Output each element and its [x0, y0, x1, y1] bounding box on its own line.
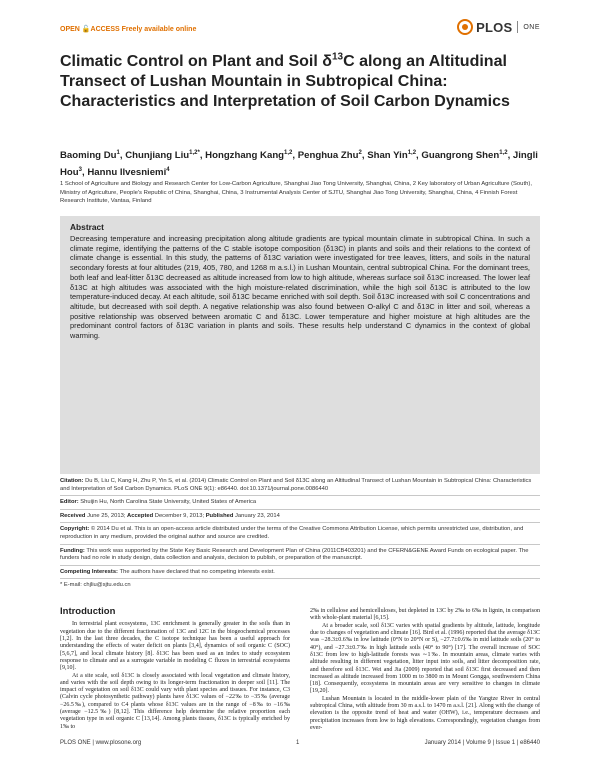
introduction-heading: Introduction	[60, 606, 116, 617]
open-access-banner	[60, 25, 196, 33]
author-name: Chunjiang Liu$^{1,2*}$	[125, 150, 200, 162]
body-column-right	[310, 608, 540, 732]
plos-wordmark: PLOS	[476, 19, 513, 35]
one-wordmark: ONE	[523, 23, 540, 31]
page-footer	[60, 740, 540, 750]
body-paragraph: 2‰ in cellulose and hemicelluloses, but depleted in 13C by 2‰ to 6‰ in lignin, in comparison with whole-plant material [6,15].	[310, 608, 540, 622]
funding: Funding: This work was supported by the State Key Basic Research and Development Plan of China (2011CB403201) and the CFERN&GENE Award Funds on ecological paper. The funders had no role in study design, data collection and analysis, decision to publish, or preparation of the manuscript.	[60, 548, 540, 566]
footer-issue-info: January 2014 | Volume 9 | Issue 1 | e86440	[424, 740, 540, 746]
author-affiliation-marker: 1,2	[407, 150, 417, 156]
plos-one-logo	[457, 19, 540, 35]
author-affiliation-marker: 1	[116, 150, 120, 156]
body-paragraph: In terrestrial plant ecosystems, 13C enrichment is generally greater in the soils than in vegetation due to the different fractionation of 13C and 12C in the biogeochemical processes [1,2]. In the last three decades, the C isotope technique has been a useful approach for understanding the effects of water deficit on plants [3,4], dynamics of soil organic C (SOC) [5,6,7], and local climate history [8]. δ13C has been used as an index to study ecosystem response to climate and as a surrogate variable in modeling C fluxes in terrestrial ecosystems [9,10].	[60, 621, 290, 672]
affiliations: 1 School of Agriculture and Biology and Research Center for Low-Carbon Agriculture, Shanghai Jiao Tong University, Shanghai, China, 2 Key laboratory of Urban Agriculture (South), Ministry of Agriculture, People's Republic of China, Shanghai, China, 3 Instrumental Analysis Center of SJTU, Shanghai Jiao Tong University, Shanghai, China, 4 Finnish Forest Research Institute, Vantaa, Finland	[60, 181, 532, 205]
author-affiliation-marker: 1,2*	[189, 150, 200, 156]
open-label: OPEN	[60, 26, 80, 33]
body-paragraph: At a site scale, soil δ13C is closely associated with local vegetation and climate history, and varies with the soil depth owing to its longer-term fractionation in deeper soil [11]. The impact of vegetation on soil δ13C could vary with plant species and tissues. For instance, C3 (Calvin cycle photosynthetic pathway) plants have δ13C values of −22‰ to −35‰ (average −26.5‰), compared to C4 plants whose δ13C values are in the range of −8‰ to −16‰ (average −12.5‰) [8,12]. This difference help determine the relative proportion each vegetation type in soil organic C [13,14]. Among plants tissues, δ13C is typically enriched by 1‰ to	[60, 672, 290, 730]
abstract-box	[60, 216, 540, 474]
footer-page-number: 1	[296, 740, 300, 746]
body-column-left	[60, 608, 290, 731]
article-title: Climatic Control on Plant and Soil $\delta^{13}C$ along an Altitudinal Transect of Lushan Mountain in Subtropical China: Characteristics and Interpretation of Soil Carbon Dynamics	[60, 51, 510, 110]
author-name: Shan Yin$^{1,2}$	[367, 150, 417, 162]
body-paragraph: Lushan Mountain is located in the middle-lower plain of the Yangtze River in central subtropical China, with altitude from 30 m a.s.l. to 1470 m a.s.l. [21]. Along with the change of elevation is the opposite trend of heat and water (OHW), i.e., temperature decreases and precipitation increases from low to high elevations. Correspondingly, vegetation changes from ever-	[310, 695, 540, 731]
body-paragraph: At a broader scale, soil δ13C varies with spatial gradients by altitude, latitude, longitude due to changes of vegetation and climate [16]. Bird et al. (1996) reported that the average δ13C was −28.3±0.6‰ in low latitude (0°N to 20°N or S), −27.7±0.6‰ in mid latitude soils (20° to 40°), and −27.3±0.7‰ in high latitude soils (40° to 90°) [17]. The overall increase of SOC δ13C from low to high-latitude forests was ∼1‰. In mountain areas, climate varies with altitude resulting in different vegetation, litter input into soils, and litter decomposition rate, and therefore soil δ13C. Wei and Jia (2009) reported that soil δ13C first decreased and then increased as altitude increased from 1000 m to 3800 m in Mount Gongga, southwestern China [18]. Consequently, ecosystems in mountain areas are very sensitive to changes in climate [19,20].	[310, 622, 540, 695]
competing-interests: Competing Interests: The authors have declared that no competing interests exist.	[60, 569, 540, 580]
author-affiliation-marker: 3	[78, 167, 82, 174]
author-affiliation-marker: 1,2	[284, 150, 293, 156]
access-label: ACCESS	[90, 26, 120, 33]
email[interactable]: * E-mail: chjliu@sjtu.edu.cn	[60, 582, 131, 589]
footer-journal-url: PLOS ONE | www.plosone.org	[60, 740, 142, 746]
author-name: Hongzhang Kang$^{1,2}$	[205, 150, 293, 162]
open-access-lock-icon: 🔓	[81, 26, 91, 33]
author-name: Baoming Du$^1$	[60, 150, 120, 162]
author-affiliation-marker: 1,2	[499, 150, 508, 156]
editor: Editor: Shuijin Hu, North Carolina State University, United States of America	[60, 499, 540, 510]
author-name: Penghua Zhu$^2$	[297, 150, 362, 162]
plos-swirl-icon	[457, 19, 473, 35]
citation: Citation: Du B, Liu C, Kang H, Zhu P, Yin S, et al. (2014) Climatic Control on Plant and Soil δ13C along an Altitudinal Transect of Lushan Mountain in Subtropical China: Characteristics and Interpretation of Soil Carbon Dynamics. PLoS ONE 9(1): e86440. doi:10.1371/journal.pone.0086440	[60, 478, 540, 496]
author-list: Baoming Du$^1$, Chunjiang Liu$^{1,2*}$, Hongzhang Kang$^{1,2}$, Penghua Zhu$^2$, Shan Yin$^{1,2}$, Guangrong Shen$^{1,2}$, Jingli Hou$^3$, Hannu Ilvesniemi$^4$	[60, 150, 538, 179]
abstract-heading: Abstract	[70, 222, 104, 232]
author-affiliation-marker: 2	[358, 150, 362, 156]
author-name: Hannu Ilvesniemi$^4$	[87, 167, 170, 179]
author-affiliation-marker: 4	[166, 167, 170, 174]
author-name: Guangrong Shen$^{1,2}$	[421, 150, 508, 162]
author-name: Jingli Hou$^3$	[60, 150, 538, 179]
freely-available-label: Freely available online	[121, 26, 197, 33]
copyright: Copyright: © 2014 Du et al. This is an open-access article distributed under the terms of the Creative Commons Attribution License, which permits unrestricted use, distribution, and reproduction in any medium, provided the original author and source are credited.	[60, 526, 540, 544]
dates: Received June 25, 2013; Accepted December 9, 2013; Published January 23, 2014	[60, 513, 540, 524]
logo-divider	[517, 21, 518, 33]
abstract-text: Decreasing temperature and increasing precipitation along altitude gradients are typical mountain climate in subtropical China. In such a climate regime, identifying the patterns of the C stable isotope composition (δ13C) in plants and soils and their relations to the context of climate change is essential. In this study, the patterns of δ13C variation were investigated for tree leaves, litters, and soils in the natural secondary forests at four altitudes (219, 405, 780, and 1268 m a.s.l.) in Lushan Mountain, central subtropical China. For the dominant trees, both leaf and leaf-litter δ13C decreased as altitude increased from low to high altitude, whereas surface soil δ13C increased. The lower leaf δ13C at high altitudes was associated with the high moisture-related discrimination, while the high soil δ13C is attributed to the low temperature-induced decay. At each altitude, soil δ13C became enriched with soil depth. Soil δ13C increased with soil C concentrations and altitude, but decreased with soil depth. A negative relationship was also found between O-alkyl C and δ13C in litter and soil, whereas a positive relationship was observed between aromatic C and δ13C. Lower temperature and higher moisture at high altitudes are the predominant control factors of δ13C variation in plants and soils. These results help understand C dynamics in the context of global warming.	[70, 234, 530, 341]
